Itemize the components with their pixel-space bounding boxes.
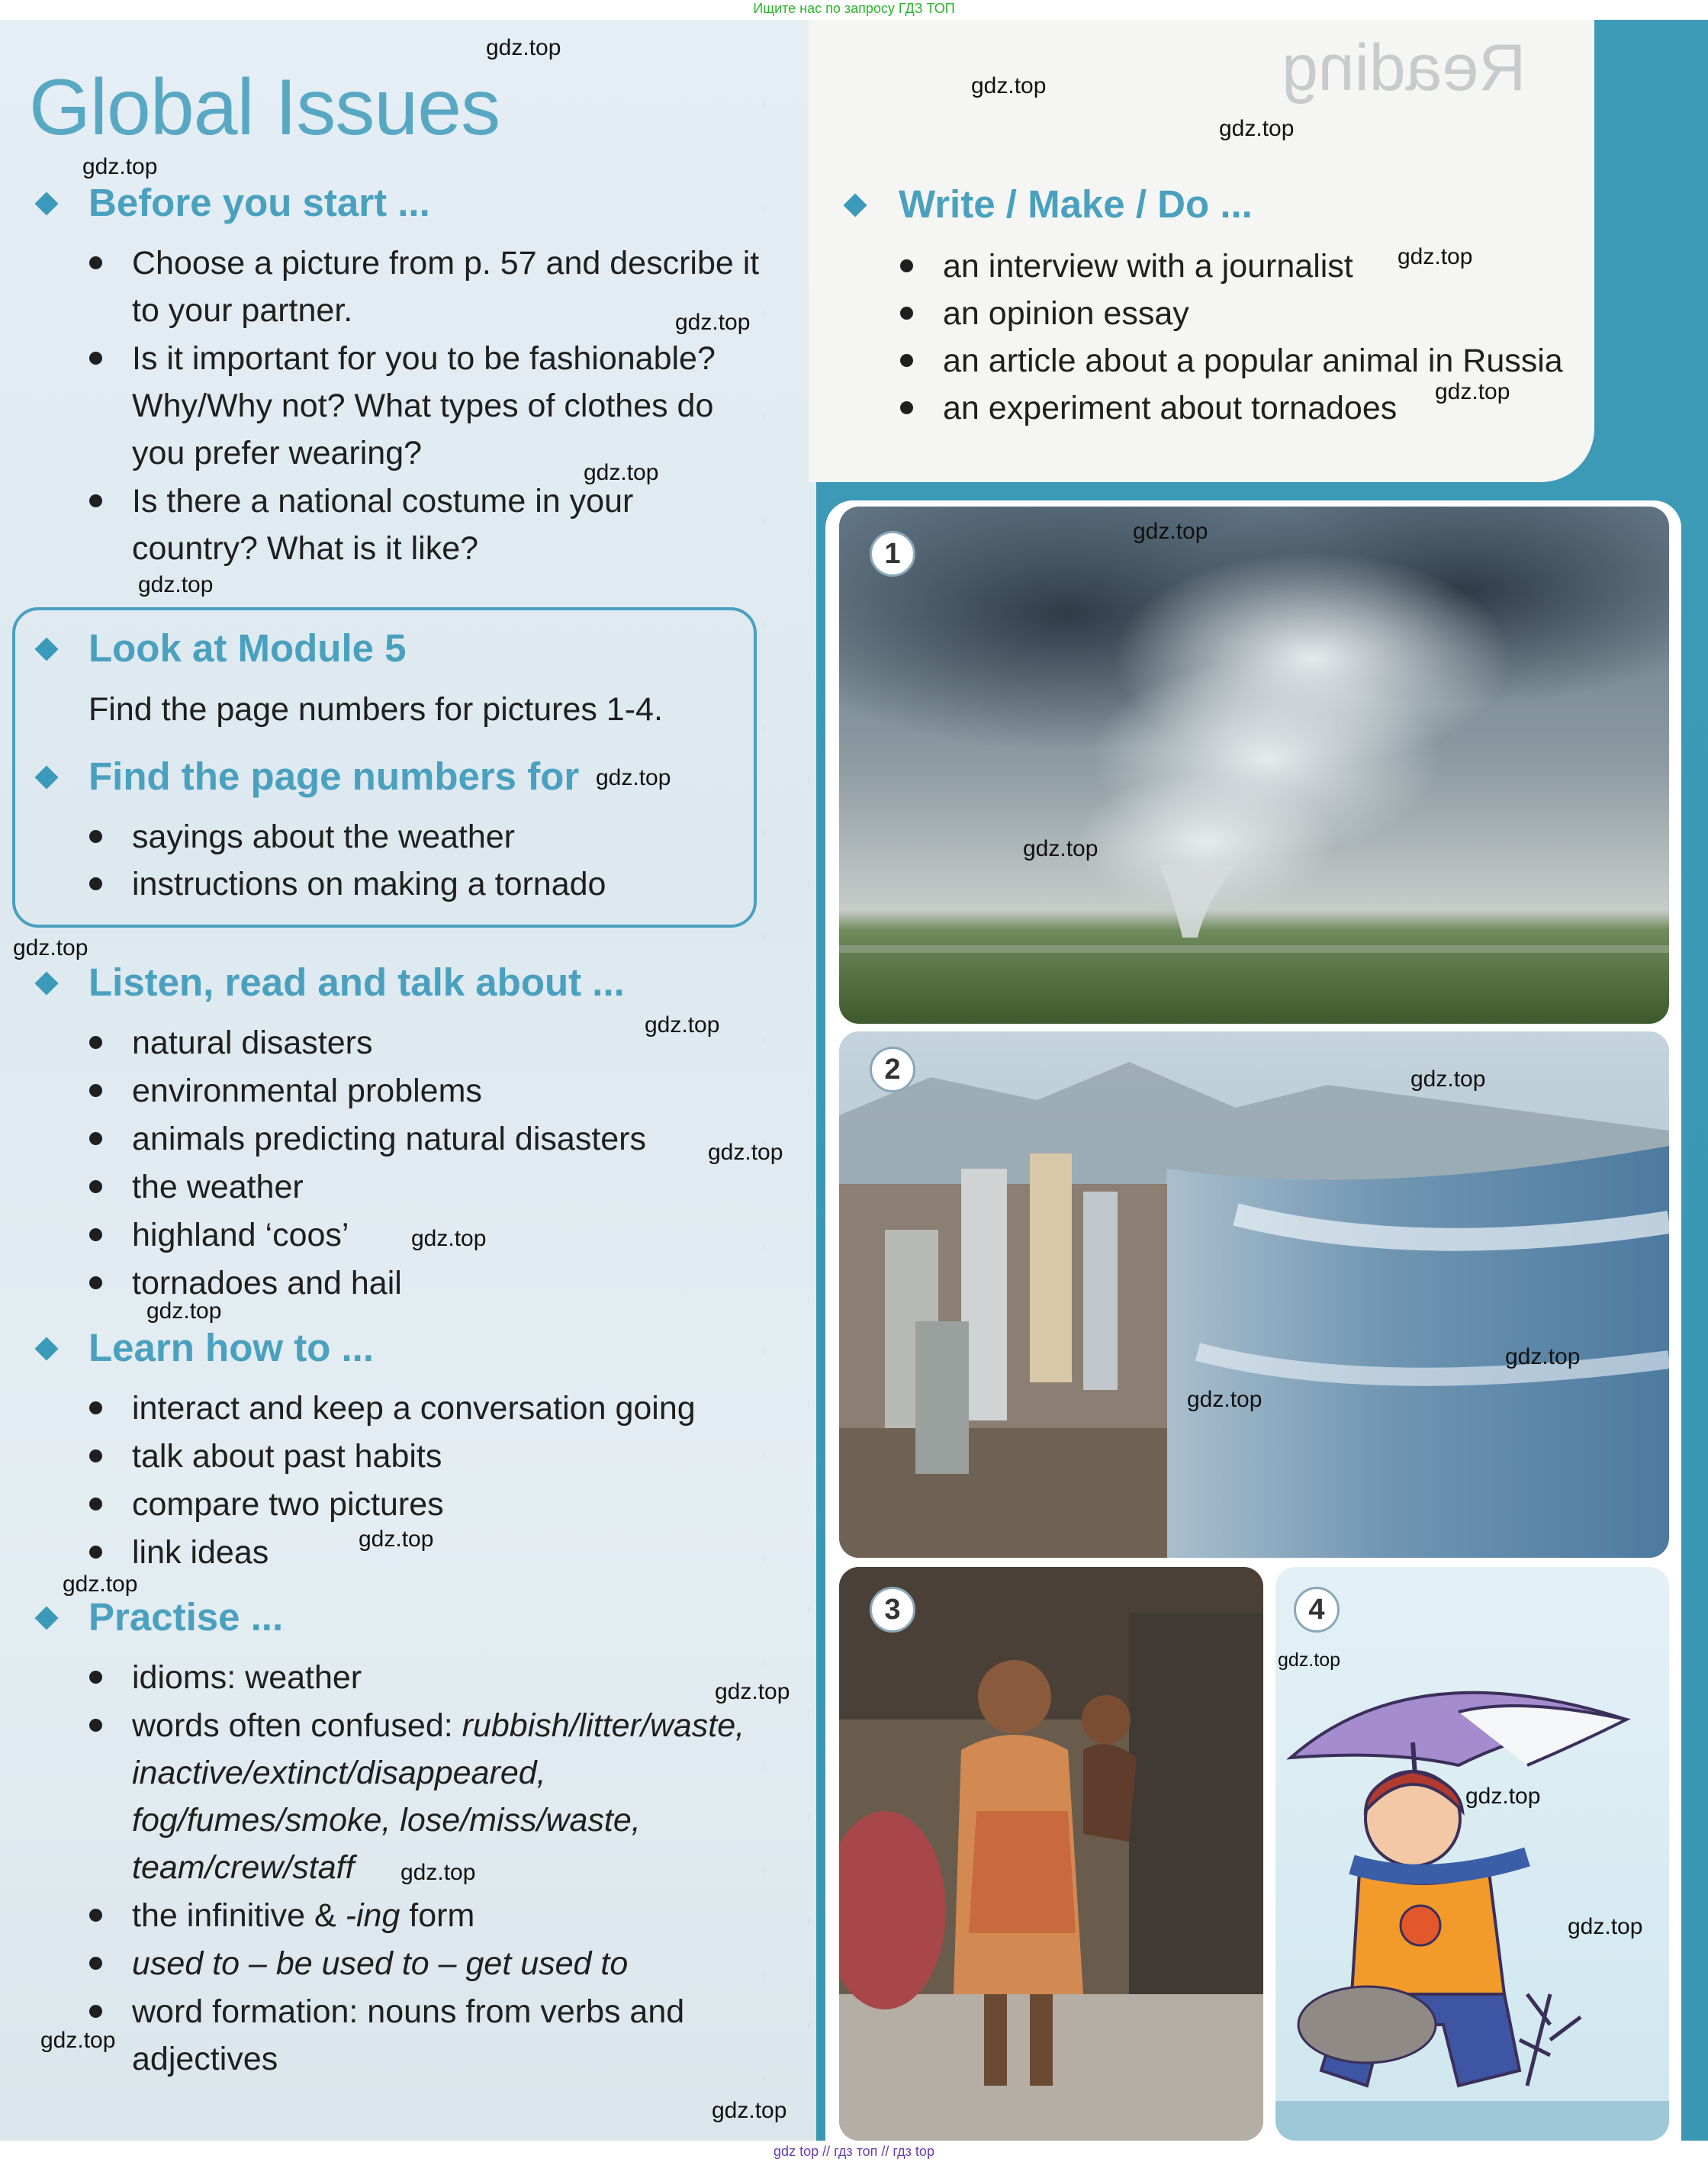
bullet-icon: [89, 1719, 102, 1732]
watermark: gdz.top: [645, 1012, 720, 1038]
listen-item-4: the weather: [132, 1169, 304, 1205]
bullet-icon: [89, 1180, 102, 1193]
watermark: gdz.top: [400, 1860, 476, 1885]
write-heading: Write / Make / Do ...: [899, 182, 1253, 226]
learn-item-3: compare two pictures: [132, 1486, 444, 1523]
find-heading: Find the page numbers for: [88, 754, 580, 798]
watermark: gdz.top: [712, 2098, 787, 2123]
bullet-icon: [89, 1276, 102, 1289]
bullet-icon: [89, 1957, 102, 1970]
watermark: gdz.top: [1023, 836, 1098, 861]
practise-item-3-italic: -ing: [345, 1897, 400, 1934]
practise-item-1: idioms: weather: [132, 1659, 362, 1696]
module-heading: Look at Module 5: [88, 626, 407, 670]
watermark: gdz.top: [584, 460, 659, 485]
bullet-icon: [89, 1401, 102, 1414]
bullet-icon: [89, 1132, 102, 1145]
learn-heading: Learn how to ...: [88, 1326, 375, 1369]
watermark: gdz.top: [1278, 1649, 1341, 1671]
ghost-line: [763, 1451, 764, 1459]
tornado-illustration: [839, 507, 1669, 1024]
watermark: gdz.top: [971, 73, 1047, 98]
listen-item-5: highland ‘coos’: [132, 1217, 349, 1253]
watermark: gdz.top: [1465, 1784, 1541, 1809]
watermark: gdz.top: [63, 1572, 138, 1597]
ghost-line: [763, 517, 764, 525]
picture-number-1: 1: [870, 531, 915, 577]
before-item-3-line-1: Is there a national costume in your: [132, 483, 634, 520]
practise-item-4: used to – be used to – get used to: [132, 1945, 629, 1982]
bullet-icon: [89, 256, 102, 269]
find-item-2: instructions on making a tornado: [132, 866, 606, 902]
practise-item-2-plain: words often confused:: [132, 1707, 462, 1744]
watermark: gdz.top: [1410, 1067, 1486, 1092]
page-title: Global Issues: [29, 63, 500, 152]
listen-item-6: tornadoes and hail: [132, 1265, 402, 1301]
ghost-line: [763, 932, 764, 940]
watermark: gdz.top: [1219, 116, 1295, 141]
watermark: gdz.top: [146, 1298, 222, 1324]
watermark: gdz.top: [596, 765, 671, 790]
practise-heading: Practise ...: [88, 1595, 284, 1639]
learn-item-4: link ideas: [132, 1534, 269, 1571]
practise-item-5-line-2: adjectives: [132, 2041, 278, 2077]
ghost-line: [763, 310, 764, 317]
ghost-line: [763, 2074, 764, 2081]
write-item-3: an article about a popular animal in Russia: [943, 343, 1563, 379]
practise-item-2-line-2: inactive/extinct/disappeared,: [132, 1755, 546, 1791]
bullet-icon: [89, 1671, 102, 1684]
bullet-icon: [89, 1228, 102, 1241]
bullet-icon: [89, 1449, 102, 1462]
listen-item-3: animals predicting natural disasters: [132, 1121, 646, 1157]
ghost-line: [763, 1762, 764, 1770]
before-item-3-line-2: country? What is it like?: [132, 530, 479, 567]
watermark: gdz.top: [715, 1679, 790, 1704]
practise-item-3-end: form: [400, 1897, 475, 1934]
bullet-icon: [89, 1498, 102, 1511]
bullet-icon: [89, 1909, 102, 1922]
picture-number-3: 3: [870, 1587, 915, 1633]
before-item-2-line-2: Why/Why not? What types of clothes do: [132, 388, 714, 424]
picture-number-4: 4: [1294, 1587, 1340, 1633]
ghost-line: [763, 413, 764, 421]
before-item-1-line-2: to your partner.: [132, 292, 353, 329]
before-item-2-line-1: Is it important for you to be fashionable?: [132, 340, 716, 377]
practise-item-3: [132, 1892, 474, 1939]
picture-1-tornado: [839, 507, 1669, 1024]
top-banner: Ищите нас по запросу ГДЗ ТОП: [0, 0, 1708, 20]
listen-heading: Listen, read and talk about ...: [88, 960, 625, 1004]
ghost-line: [763, 1658, 764, 1666]
watermark: gdz.top: [40, 2028, 116, 2053]
picture-2-city-flood: [839, 1031, 1669, 1558]
practise-item-2-italic-1: rubbish/litter/waste,: [462, 1707, 745, 1744]
ghost-line: [763, 621, 764, 629]
ghost-line: [763, 1970, 764, 1977]
practise-item-2-line-4: team/crew/staff: [132, 1849, 355, 1886]
listen-item-2: environmental problems: [132, 1073, 482, 1109]
bullet-icon: [900, 307, 913, 320]
watermark: gdz.top: [1187, 1387, 1263, 1412]
watermark: gdz.top: [13, 935, 88, 960]
practise-item-5-line-1: word formation: nouns from verbs and: [132, 1993, 685, 2030]
before-item-1-line-1: Choose a picture from p. 57 and describe it: [132, 245, 760, 282]
write-item-4: an experiment about tornadoes: [943, 390, 1398, 426]
ghost-line: [763, 725, 764, 732]
ghost-line: [763, 102, 764, 110]
ghost-line: [763, 206, 764, 214]
watermark: gdz.top: [138, 572, 214, 597]
ghost-reading-title: Reading: [1282, 31, 1526, 105]
write-item-1: an interview with a journalist: [943, 248, 1353, 285]
bullet-icon: [89, 830, 102, 843]
learn-item-1: interact and keep a conversation going: [132, 1390, 696, 1427]
people-illustration: [839, 1567, 1263, 2141]
watermark: gdz.top: [1435, 379, 1510, 404]
ghost-line: [763, 1036, 764, 1044]
bullet-icon: [89, 1546, 102, 1559]
before-item-2-line-3: you prefer wearing?: [132, 435, 423, 471]
watermark: gdz.top: [1398, 244, 1473, 269]
bullet-icon: [89, 1084, 102, 1097]
bullet-icon: [89, 494, 102, 507]
picture-number-2: 2: [870, 1047, 915, 1092]
watermark: gdz.top: [1505, 1344, 1581, 1369]
bullet-icon: [900, 354, 913, 367]
bullet-icon: [89, 352, 102, 365]
find-item-1: sayings about the weather: [132, 819, 515, 855]
bullet-icon: [89, 1036, 102, 1049]
ghost-line: [763, 1555, 764, 1562]
watermark: gdz.top: [359, 1527, 434, 1552]
ghost-line: [763, 1347, 764, 1355]
ghost-line: [763, 1243, 764, 1251]
practise-item-2-line-1: [132, 1702, 745, 1749]
bullet-icon: [900, 259, 913, 272]
watermark: gdz.top: [1568, 1914, 1643, 1939]
watermark: gdz.top: [675, 310, 751, 335]
write-item-2: an opinion essay: [943, 295, 1189, 332]
practise-item-3-plain: the infinitive &: [132, 1897, 346, 1934]
picture-3-people: [839, 1567, 1263, 2141]
listen-item-1: natural disasters: [132, 1025, 373, 1061]
practise-item-2-line-3: fog/fumes/smoke, lose/miss/waste,: [132, 1802, 641, 1839]
watermark: gdz.top: [82, 154, 158, 179]
bullet-icon: [89, 2005, 102, 2018]
watermark: gdz.top: [411, 1226, 487, 1251]
watermark: gdz.top: [708, 1140, 783, 1165]
bullet-icon: [89, 877, 102, 890]
city-flood-illustration: [839, 1031, 1669, 1558]
ghost-line: [763, 1866, 764, 1874]
watermark: gdz.top: [486, 35, 561, 60]
before-heading: Before you start ...: [88, 181, 430, 224]
bullet-icon: [900, 401, 913, 414]
watermark: gdz.top: [1133, 519, 1208, 544]
learn-item-2: talk about past habits: [132, 1438, 442, 1475]
ghost-line: [763, 828, 764, 836]
module-text: Find the page numbers for pictures 1-4.: [88, 691, 663, 728]
bottom-banner: gdz top // гдз топ // гдз top: [774, 2144, 934, 2159]
